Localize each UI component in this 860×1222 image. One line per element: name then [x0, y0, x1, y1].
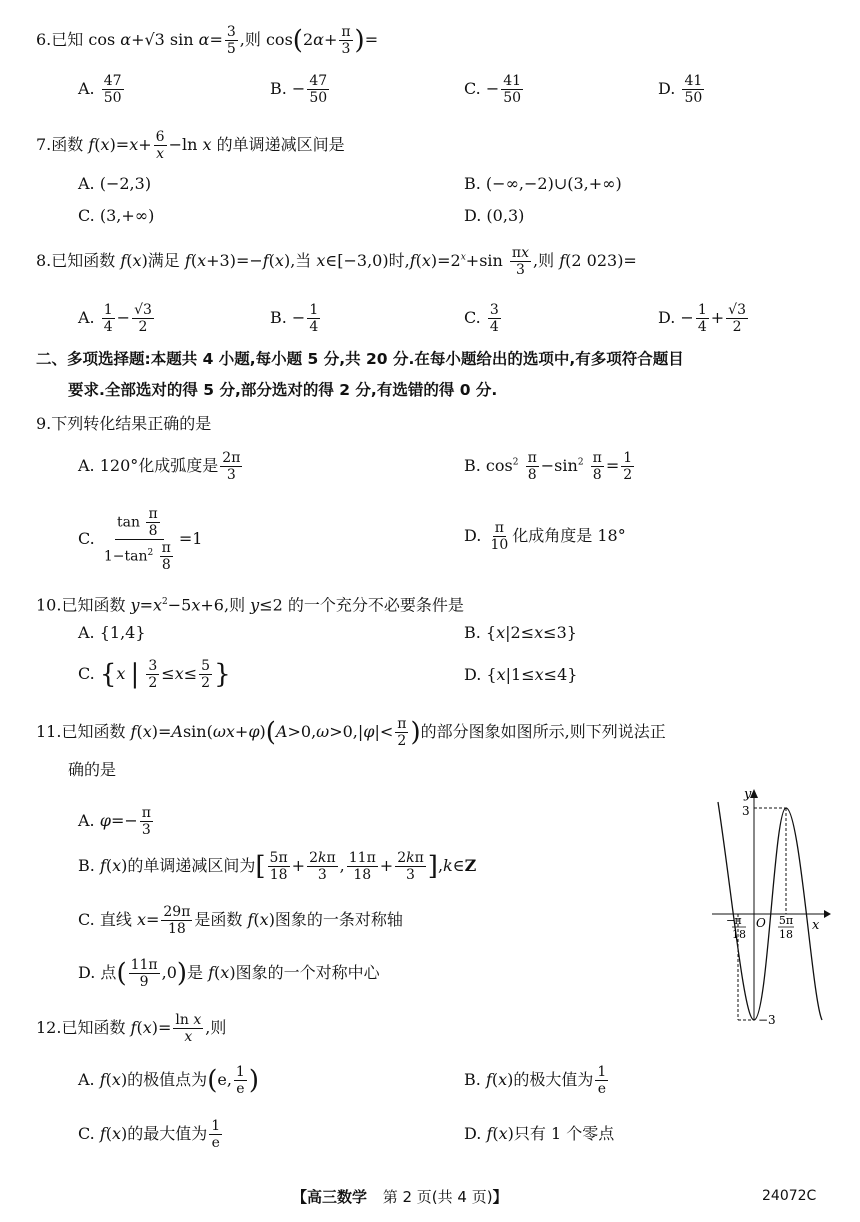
- q8-option-d[interactable]: D. − $\frac{1}{4}$ + $\frac{√3}{2}$: [658, 302, 746, 335]
- q10-option-a[interactable]: A. {1,4}: [78, 623, 146, 642]
- q10-option-b[interactable]: B. {x|2≤x≤3}: [464, 623, 577, 642]
- q7-option-a[interactable]: A. (−2,3): [78, 174, 152, 193]
- section-heading-line1: 二、多项选择题:本题共 4 小题,每小题 5 分,共 20 分.在每小题给出的选项中,有多项符合题目: [36, 350, 684, 368]
- q10-stem: 10.已知函数 $y=x^2-5x+6$,则 y≤2 的一个充分不必要条件是: [36, 595, 464, 615]
- x-right-num: 5π: [778, 914, 794, 927]
- q8-option-b[interactable]: B. − $\frac{1}{4}$: [270, 302, 319, 335]
- footer-right-bracket: 】: [492, 1188, 508, 1206]
- q9-option-a[interactable]: A. 120°化成弧度是 $\frac{2\pi}{3}$: [78, 450, 241, 483]
- footer-page: 第 2 页(共 4 页): [382, 1188, 493, 1206]
- y-axis-label: y: [744, 787, 752, 802]
- sine-curve: [718, 802, 822, 1020]
- q12-option-b[interactable]: B. f(x)的极大值为 $\frac{1}{e}$: [464, 1064, 607, 1097]
- q12-option-a[interactable]: A. f(x)的极值点为(e, $\frac{1}{e}$ ): [78, 1064, 259, 1097]
- q7-option-b[interactable]: B. (−∞,−2)∪(3,+∞): [464, 174, 622, 193]
- q11-stem: 11.已知函数 f(x)=Asin(ωx+φ)(A>0,ω>0,|φ|< $\frac{\pi}{2}$ )的部分图象如图所示,则下列说法正: [36, 716, 666, 749]
- q11-option-b[interactable]: B. f(x)的单调递减区间为[ $\frac{5\pi}{18}$ + $\frac{2k\pi}{3}$ , $\frac{11\pi}{18}$ + $\frac{2k\pi}{3}$ ],k∈Z: [78, 850, 477, 883]
- q8-stem: 8.已知函数 f(x)满足 f(x+3)=−f(x),当 x∈[−3,0)时$,f(x)=2^x+\sin$ $\frac{\pi x}{3}$ ,则 f(2 023)=: [36, 245, 637, 278]
- q9-option-c[interactable]: C. tan $\frac{\pi}{8}$ $1-\tan^2$ $\frac{\pi}{8}$ =1: [78, 506, 203, 573]
- x-axis-label: x: [812, 918, 820, 933]
- x-left-den: 18: [732, 928, 746, 941]
- q12-option-c[interactable]: C. f(x)的最大值为 $\frac{1}{e}$: [78, 1118, 221, 1151]
- q9-option-d[interactable]: D. $\frac{\pi}{10}$ 化成角度是 18°: [464, 520, 626, 553]
- q6-option-b[interactable]: B. − $\frac{47}{50}$: [270, 73, 328, 106]
- origin-label: O: [756, 916, 766, 930]
- q9-stem: 9.下列转化结果正确的是: [36, 414, 212, 433]
- page-footer: [292, 1186, 508, 1207]
- q6-option-d[interactable]: D. $\frac{41}{50}$: [658, 73, 703, 106]
- x-right-den: 18: [779, 928, 793, 941]
- q7-option-c[interactable]: C. (3,+∞): [78, 206, 155, 225]
- y-min-label: −3: [758, 1013, 776, 1027]
- q8-option-a[interactable]: A. $\frac{1}{4}$ − $\frac{√3}{2}$: [78, 302, 152, 335]
- q10-option-d[interactable]: D. {x|1≤x≤4}: [464, 665, 578, 684]
- q7-option-d[interactable]: D. (0,3): [464, 206, 525, 225]
- q7-stem: 7.函数 f(x)=x+ $\frac{6}{x}$ −ln x 的单调递减区间是: [36, 129, 345, 162]
- q12-option-d[interactable]: D. f(x)只有 1 个零点: [464, 1124, 615, 1143]
- q9-option-b[interactable]: B. $\cos^2$ $\frac{\pi}{8}$ $-\sin^2$ $\frac{\pi}{8}$ = $\frac{1}{2}$: [464, 450, 633, 483]
- x-left-num: π: [734, 914, 742, 927]
- x-axis-arrow-icon: [824, 910, 831, 918]
- y-max-label: 3: [742, 804, 750, 818]
- footer-code: 24072C: [762, 1188, 817, 1204]
- q6-option-c[interactable]: C. − $\frac{41}{50}$: [464, 73, 522, 106]
- footer-subject: 高三数学: [307, 1188, 368, 1206]
- footer-left-bracket: 【: [292, 1188, 308, 1206]
- x-left-sign: −: [726, 914, 736, 927]
- q11-option-a[interactable]: A. φ=− $\frac{\pi}{3}$: [78, 805, 151, 838]
- q6-stem: 6.已知 cos α+√3 sin α= $\frac{3}{5}$ ,则 cos(2α+ $\frac{\pi}{3}$ )=: [36, 24, 379, 57]
- q11-option-c[interactable]: C. 直线 x= $\frac{29\pi}{18}$ 是函数 f(x)图象的一条对称轴: [78, 904, 403, 937]
- q11-option-d[interactable]: D. 点( $\frac{11\pi}{9}$ ,0)是 f(x)图象的一个对称中心: [78, 957, 380, 990]
- q12-stem: 12.已知函数 f(x)= $\frac{\text{ln x}}{x}$ ,则: [36, 1012, 227, 1045]
- q11-stem-cont: 确的是: [68, 760, 117, 779]
- q10-option-c[interactable]: C. {x | $\frac{3}{2}$ ≤x≤ $\frac{5}{2}$ }: [78, 658, 231, 691]
- q6-option-a[interactable]: A. $\frac{47}{50}$: [78, 73, 122, 106]
- q8-option-c[interactable]: C. $\frac{3}{4}$: [464, 302, 499, 335]
- sine-graph: [708, 784, 832, 1028]
- section-heading-line2: 要求.全部选对的得 5 分,部分选对的得 2 分,有选错的得 0 分.: [68, 381, 498, 399]
